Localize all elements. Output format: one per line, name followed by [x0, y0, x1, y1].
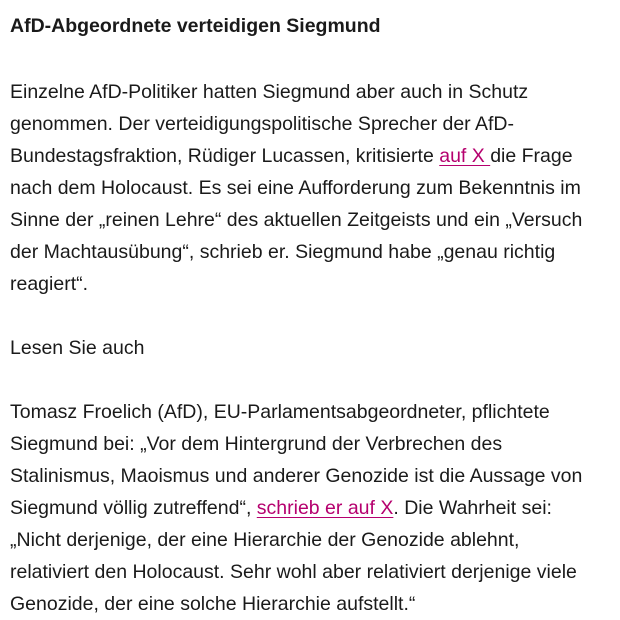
section-heading: AfD-Abgeordnete verteidigen Siegmund [10, 15, 381, 37]
read-also-text: Lesen Sie auch [10, 337, 145, 359]
text-line: Sinne der „reinen Lehre“ des aktuellen Zeitgeists und ein „Versuch [10, 209, 583, 231]
text-line: reagiert“. [10, 273, 89, 295]
text-segment: . Die Wahrheit sei: [393, 497, 552, 519]
text-line [10, 492, 610, 524]
text-line: der Machtausübung“, schrieb er. Siegmund habe „genau richtig [10, 241, 556, 263]
text-line: relativiert den Holocaust. Sehr wohl aber relativiert derjenige viele [10, 561, 577, 583]
text-segment: Bundestagsfraktion, Rüdiger Lucassen, kritisierte [10, 145, 440, 167]
paragraph-lucassen [10, 76, 610, 300]
link-schrieb-er-auf-x[interactable]: schrieb er auf X [256, 497, 394, 519]
text-line: „Nicht derjenige, der eine Hierarchie der Genozide ablehnt, [10, 529, 520, 551]
text-line: Siegmund bei: „Vor dem Hintergrund der Verbrechen des [10, 433, 503, 455]
text-line: genommen. Der verteidigungspolitische Sprecher der AfD- [10, 113, 515, 135]
link-auf-x[interactable]: auf X [439, 145, 491, 167]
text-line: Tomasz Froelich (AfD), EU-Parlamentsabgeordneter, pflichtete [10, 401, 550, 423]
text-line: Genozide, der eine solche Hierarchie aufstellt.“ [10, 593, 416, 615]
text-segment: die Frage [490, 145, 573, 167]
text-line: nach dem Holocaust. Es sei eine Aufforderung zum Bekenntnis im [10, 177, 581, 199]
text-line: Einzelne AfD-Politiker hatten Siegmund aber auch in Schutz [10, 81, 529, 103]
text-line: Stalinismus, Maoismus und anderer Genozide ist die Aussage von [10, 465, 583, 487]
paragraph-froelich [10, 396, 610, 620]
read-also-label [10, 332, 610, 364]
text-line [10, 140, 610, 172]
text-segment: Siegmund völlig zutreffend“, [10, 497, 257, 519]
